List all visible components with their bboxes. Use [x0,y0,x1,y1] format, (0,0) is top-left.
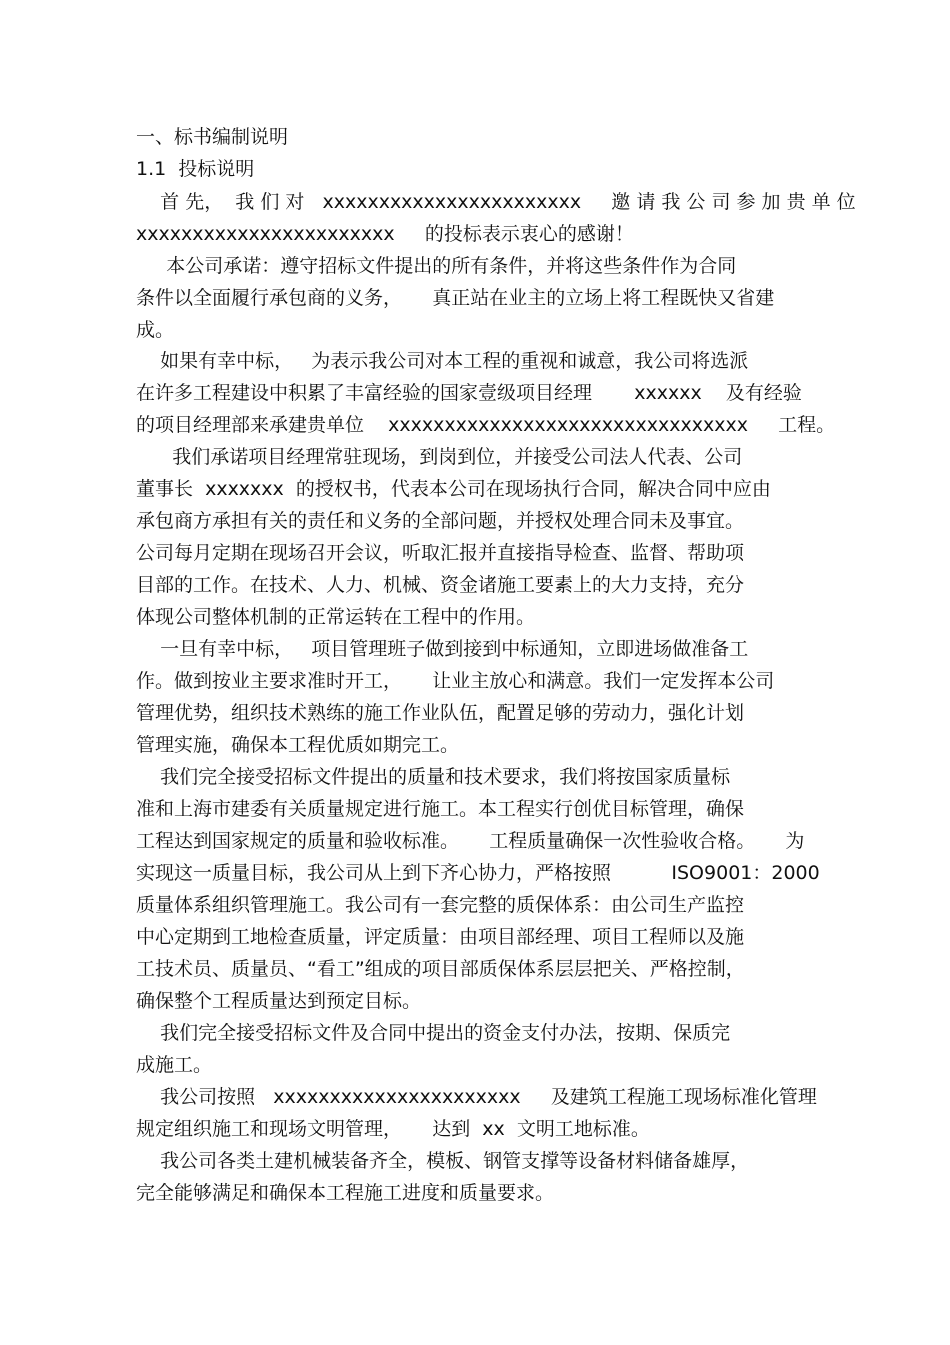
text-line: 承包商方承担有关的责任和义务的全部问题，并授权处理合同未及事宜。 [136,510,745,532]
text-line: 成。 [136,319,175,341]
text-line: 管理实施，确保本工程优质如期完工。 [136,734,460,756]
text-line: 实现这一质量目标，我公司从上到下齐心协力，严格按照 ISO9001：2000 [136,862,820,884]
text-line: 质量体系组织管理施工。我公司有一套完整的质保体系：由公司生产监控 [136,894,745,916]
text-line: 成施工。 [136,1054,213,1076]
text-line: 在许多工程建设中积累了丰富经验的国家壹级项目经理 xxxxxx 及有经验 [136,382,802,404]
text-line: 如果有幸中标， 为表示我公司对本工程的重视和诚意，我公司将选派 [136,350,749,372]
section-heading: 一、标书编制说明 [136,126,289,148]
text-line: 目部的工作。在技术、人力、机械、资金诸施工要素上的大力支持，充分 [136,574,745,596]
text-line: 作。做到按业主要求准时开工， 让业主放心和满意。我们一定发挥本公司 [136,670,775,692]
text-line: 公司每月定期在现场召开会议，听取汇报并直接指导检查、监督、帮助项 [136,542,745,564]
text-line: 条件以全面履行承包商的义务， 真正站在业主的立场上将工程既快又省建 [136,287,775,309]
text-line: 工技术员、质量员、“看工”组成的项目部质保体系层层把关、严格控制， [136,958,745,980]
text-line: 确保整个工程质量达到预定目标。 [136,990,422,1012]
text-line: 我们完全接受招标文件提出的质量和技术要求，我们将按国家质量标 [136,766,731,788]
text-line: 一旦有幸中标， 项目管理班子做到接到中标通知，立即进场做准备工 [136,638,749,660]
text-line: 工程达到国家规定的质量和验收标准。 工程质量确保一次性验收合格。 为 [136,830,805,852]
text-line: 规定组织施工和现场文明管理， 达到 xx 文明工地标准。 [136,1118,650,1140]
subsection-heading: 1.1 投标说明 [136,158,255,180]
text-line: xxxxxxxxxxxxxxxxxxxxxxx 的投标表示衷心的感谢！ [136,223,634,245]
text-line: 中心定期到工地检查质量，评定质量：由项目部经理、项目工程师以及施 [136,926,745,948]
text-line: 我公司各类土建机械装备齐全，模板、钢管支撑等设备材料储备雄厚， [136,1150,750,1172]
text-line: 体现公司整体机制的正常运转在工程中的作用。 [136,606,536,628]
text-line: 董事长 xxxxxxx 的授权书，代表本公司在现场执行合同，解决合同中应由 [136,478,771,500]
text-line: 我们承诺项目经理常驻现场，到岗到位，并接受公司法人代表、公司 [136,446,743,468]
text-line: 我公司按照 xxxxxxxxxxxxxxxxxxxxxx 及建筑工程施工现场标准化管理 [136,1086,817,1108]
text-line: 我们完全接受招标文件及合同中提出的资金支付办法，按期、保质完 [136,1022,731,1044]
text-line: 管理优势，组织技术熟练的施工作业队伍，配置足够的劳动力，强化计划 [136,702,745,724]
text-line: 完全能够满足和确保本工程施工进度和质量要求。 [136,1182,555,1204]
text-line: 的项目经理部来承建贵单位 xxxxxxxxxxxxxxxxxxxxxxxxxxxxxxxx 工程。 [136,414,836,436]
text-line: 准和上海市建委有关质量规定进行施工。本工程实行创优目标管理，确保 [136,798,745,820]
text-line: 首 先， 我 们 对 xxxxxxxxxxxxxxxxxxxxxxx 邀 请 我 公 司 参 加 贵 单 位 [136,191,856,213]
text-line: 本公司承诺：遵守招标文件提出的所有条件，并将这些条件作为合同 [136,255,737,277]
